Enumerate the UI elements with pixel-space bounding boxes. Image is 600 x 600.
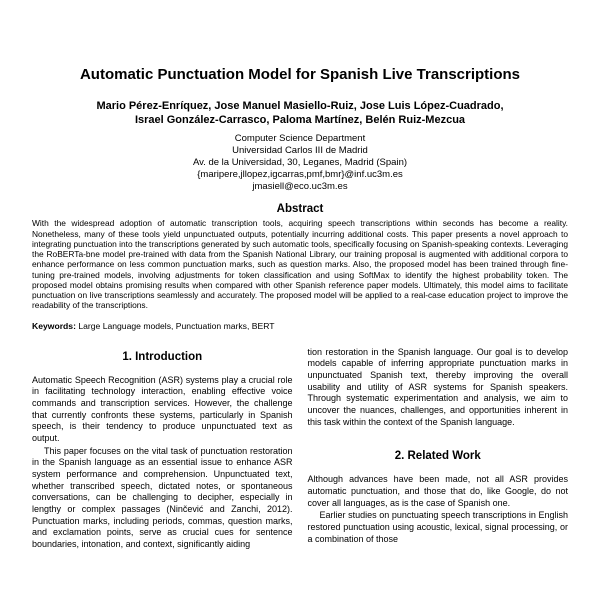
authors-block: [32, 100, 568, 128]
affiliation-email-individual: jmasiell@eco.uc3m.es: [252, 181, 348, 193]
page-title: Automatic Punctuation Model for Spanish Live Transcriptions: [79, 66, 521, 83]
abstract-heading: Abstract: [276, 203, 324, 216]
intro-paragraph-1: Automatic Speech Recognition (ASR) systems play a crucial role in facilitating technology interaction, enabling effective voice commands and transcription services. However, the challenge that currently confronts these systems, particularly in Spanish speech, is their tendency to produce unpunctuated text as output.: [32, 374, 293, 443]
two-column-body: [32, 347, 568, 552]
column-right: [308, 347, 569, 552]
related-work-paragraph-2: Earlier studies on punctuating speech transcriptions in English restored punctuation using acoustic, lexical, signal processing, or a combination of those: [307, 510, 568, 544]
section-heading-introduction: 1. Introduction: [122, 350, 203, 363]
affiliation-email-group: {maripere,jllopez,igcarras,pmf,bmr}@inf.uc3m.es: [197, 168, 403, 180]
authors-line-1: Mario Pérez-Enríquez, Jose Manuel Masiello-Ruiz, Jose Luis López-Cuadrado,: [96, 100, 504, 112]
related-work-paragraph-1: Although advances have been made, not all ASR provides automatic punctuation, and those that do, like Google, do not cover all languages, as is the case of Spanish one.: [307, 474, 568, 508]
abstract-text: With the widespread adoption of automatic transcription tools, acquiring speech transcriptions within seconds has become a reality. Nonetheless, many of these tools yield unpunctuated outputs, potentially incurring additional costs. This paper presents a novel approach to integrating punctuation into the transcriptions generated by such automatic tools, specifically focusing on Spanish-speaking contexts. Leveraging the RoBERTa-bne model pre-trained with data from the Spanish National Library, our training proposal is augmented with additional corpora to enhance performance on less common punctuation marks, such as question marks. Also, the proposed model has been trained through fine-tuning pre-trained models, involving adjustments for token classification and using SoftMax to identify the highest probability token. The proposed model obtains promising results when compared with other Spanish reference paper models. Ultimately, this model aims to facilitate punctuation on live transcriptions seamlessly and accurately. The proposed model will be applied to a real-case education project to improve the readability of the transcriptions.: [32, 218, 568, 311]
keywords-label: Keywords:: [32, 320, 76, 331]
affiliation-address: Av. de la Universidad, 30, Leganes, Madrid (Spain): [192, 156, 408, 168]
keywords-line: [32, 321, 568, 331]
keywords-text: Large Language models, Punctuation marks, BERT: [75, 320, 275, 331]
authors-line-2: Israel González-Carrasco, Paloma Martínez, Belén Ruiz-Mezcua: [134, 113, 466, 126]
affiliation-university: Universidad Carlos III de Madrid: [232, 144, 368, 156]
column-left: [32, 347, 293, 552]
intro-paragraph-2: This paper focuses on the vital task of punctuation restoration in the Spanish language as an essential issue to enhance ASR system performance and comprehension. Unpunctuated text, whether transcribed speech, dictated notes, or spontaneous conversations, can be challenging to decipher, especially in lengthy or complex passages (Ninčević and Zanchi, 2012). Punctuation marks, including periods, commas, question marks, and exclamation points, serve as crucial cues for sentence boundaries, intonation, and context, significantly aiding: [32, 445, 293, 550]
intro-paragraph-continuation: tion restoration in the Spanish language. Our goal is to develop models capable of inferring appropriate punctuation marks in unpunctuated Spanish text, thereby improving the overall usability and utility of ASR systems for Spanish speakers. Through systematic experimentation and analysis, we aim to uncover the nuances, challenges, and opportunities inherent in this task within the context of the Spanish language.: [307, 346, 568, 427]
affiliation-block: [32, 133, 568, 194]
affiliation-department: Computer Science Department: [234, 132, 366, 144]
section-heading-related-work: 2. Related Work: [394, 450, 481, 463]
